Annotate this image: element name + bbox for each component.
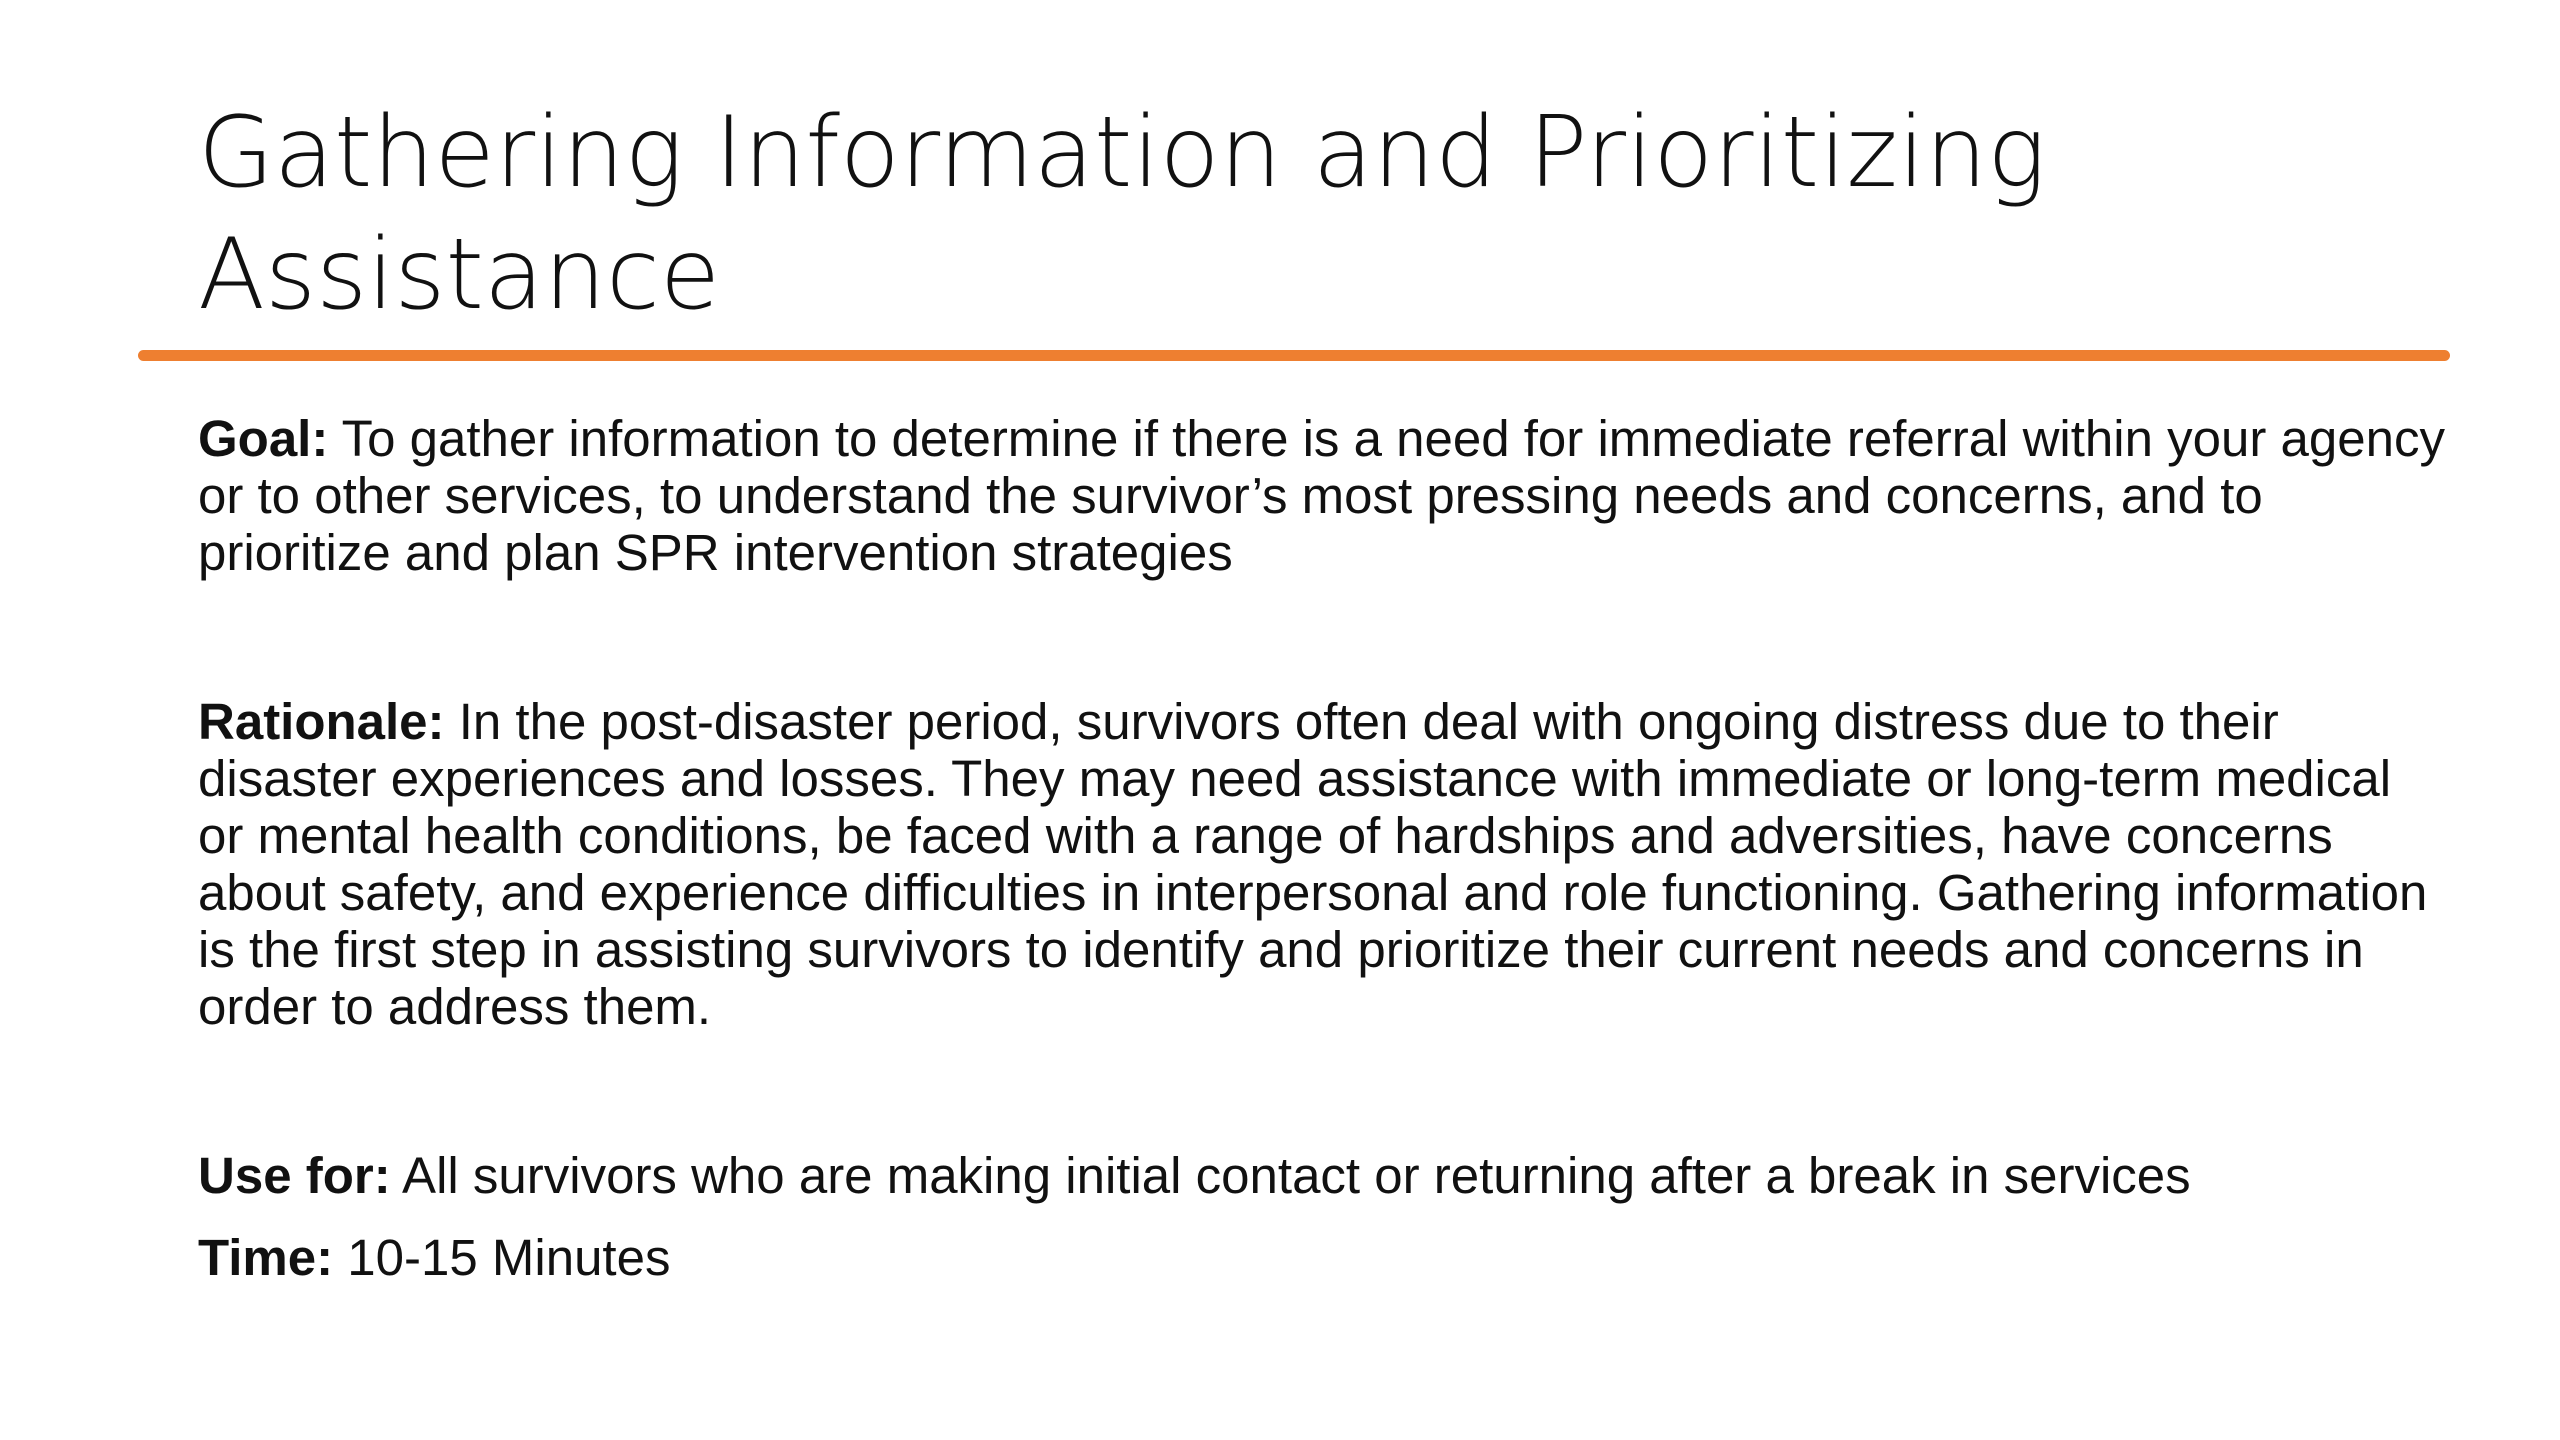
time-label: Time:	[198, 1229, 334, 1286]
goal-text: To gather information to determine if there is a need for immediate referral within your agency or to other services, to understand the survivor’s most pressing needs and concerns, and to prioritize and plan SPR intervention strategies	[198, 410, 2445, 581]
goal-paragraph	[198, 410, 2448, 581]
rationale-text: In the post-disaster period, survivors often deal with ongoing distress due to their disaster experiences and losses. They may need assistance with immediate or long-term medical or mental health conditions, be faced with a range of hardships and adversities, have concerns about safety, and experience difficulties in interpersonal and role functioning. Gathering information is the first step in assisting survivors to identify and prioritize their current needs and concerns in order to address them.	[198, 693, 2428, 1035]
rationale-paragraph	[198, 693, 2448, 1035]
time-text: 10-15 Minutes	[333, 1229, 671, 1286]
use-for-text: All survivors who are making initial contact or returning after a break in services	[390, 1147, 2191, 1204]
title-underline-rule	[138, 350, 2450, 361]
goal-label: Goal:	[198, 410, 329, 467]
rationale-label: Rationale:	[198, 693, 445, 750]
slide-body	[198, 410, 2448, 1286]
use-for-paragraph	[198, 1147, 2448, 1204]
time-paragraph	[198, 1229, 2448, 1286]
use-for-label: Use for:	[198, 1147, 391, 1204]
slide-title: Gathering Information and Prioritizing Assistance	[198, 96, 2046, 332]
